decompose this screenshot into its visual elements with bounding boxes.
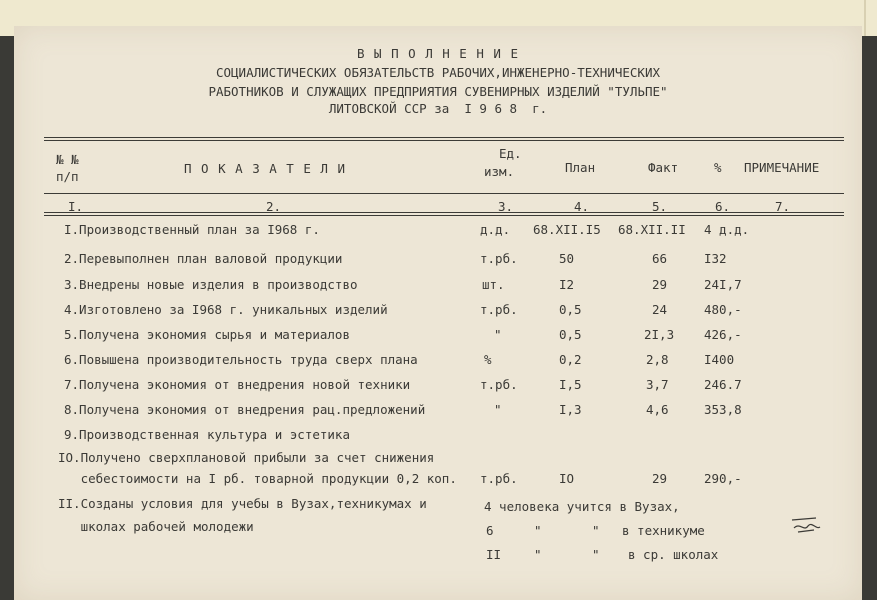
row-percent: 4 д.д. (704, 222, 750, 237)
row-plan: I,5 (559, 377, 582, 392)
row-label: 8.Получена экономия от внедрения рац.предложений (64, 402, 426, 417)
row-plan: IO (559, 471, 575, 486)
row-unit: шт. (482, 277, 505, 292)
row-label: 4.Изготовлено за I968 г. уникальных изделий (64, 302, 388, 317)
signature-mark (790, 516, 822, 538)
row-plan: 0,5 (559, 302, 582, 317)
row-percent: 24I,7 (704, 277, 742, 292)
row-fact: 2I,3 (644, 327, 675, 342)
header-rule (44, 193, 844, 194)
row-plan: 0,5 (559, 327, 582, 342)
row-label: 7.Получена экономия от внедрения новой техники (64, 377, 411, 392)
header-num-2: п/п (56, 169, 79, 184)
row-fact: 4,6 (646, 402, 669, 417)
column-number: 3. (498, 199, 514, 214)
row-label: 5.Получена экономия сырья и материалов (64, 327, 350, 342)
row-fact: 3,7 (646, 377, 669, 392)
row-percent: 290,- (704, 471, 742, 486)
row-unit: т.рб. (480, 471, 518, 486)
header-num-1: № № (56, 152, 79, 167)
header-note: ПРИМЕЧАНИЕ (744, 160, 820, 175)
row-label: IO.Получено сверхплановой прибыли за счет снижения (58, 450, 435, 465)
header-unit-1: Ед. (499, 146, 522, 161)
row-label: 2.Перевыполнен план валовой продукции (64, 251, 343, 266)
header-percent: % (714, 160, 722, 175)
column-number: 7. (775, 199, 791, 214)
row-unit: д.д. (480, 222, 511, 237)
row-label: 6.Повышена производительность труда сверх плана (64, 352, 418, 367)
study-note-ditto: " (592, 547, 600, 562)
study-note-ditto: " (592, 523, 600, 538)
row-percent: 353,8 (704, 402, 742, 417)
row-percent: 480,- (704, 302, 742, 317)
row-plan: I,3 (559, 402, 582, 417)
row-plan: 0,2 (559, 352, 582, 367)
row-percent: 426,- (704, 327, 742, 342)
study-note-line-1: 4 человека учится в Вузах, (484, 499, 680, 514)
row-fact: 24 (652, 302, 668, 317)
row-unit: т.рб. (480, 251, 518, 266)
column-number-rule (44, 212, 844, 216)
column-number: 2. (266, 199, 282, 214)
row-percent: 246.7 (704, 377, 742, 392)
row-fact: 68.XII.II (618, 222, 686, 237)
title-line-3: РАБОТНИКОВ И СЛУЖАЩИХ ПРЕДПРИЯТИЯ СУВЕНИРНЫХ ИЗДЕЛИЙ "ТУЛЬПЕ" (208, 84, 668, 99)
row-label: себестоимости на I рб. товарной продукции 0,2 коп. (58, 471, 457, 486)
row-label: II.Созданы условия для учебы в Вузах,техникумах и (58, 496, 427, 511)
row-label: школах рабочей молодежи (58, 519, 254, 534)
study-note-ditto: " (534, 547, 542, 562)
header-fact: Факт (648, 160, 679, 175)
row-plan: 68.XII.I5 (533, 222, 601, 237)
header-indicators: П О К А З А Т Е Л И (184, 161, 346, 176)
row-plan: I2 (559, 277, 575, 292)
study-note-ditto: " (534, 523, 542, 538)
row-unit: т.рб. (480, 377, 518, 392)
row-percent: I32 (704, 251, 727, 266)
row-unit: т.рб. (480, 302, 518, 317)
row-label: 9.Производственная культура и эстетика (64, 427, 350, 442)
title-line-2: СОЦИАЛИСТИЧЕСКИХ ОБЯЗАТЕЛЬСТВ РАБОЧИХ,ИНЖЕНЕРНО-ТЕХНИЧЕСКИХ (215, 65, 660, 80)
title-line-4: ЛИТОВСКОЙ ССР за I 9 6 8 г. (328, 101, 548, 116)
row-label: 3.Внедрены новые изделия в производство (64, 277, 358, 292)
study-note-text: в ср. школах (628, 547, 719, 562)
row-percent: I400 (704, 352, 735, 367)
title-line-1: В Ы П О Л Н Е Н И Е (357, 46, 519, 61)
header-unit-2: изм. (484, 164, 515, 179)
table-top-rule (44, 137, 844, 141)
row-fact: 2,8 (646, 352, 669, 367)
column-number: 4. (574, 199, 590, 214)
row-fact: 66 (652, 251, 668, 266)
study-note-count: 6 (486, 523, 494, 538)
row-unit: " (494, 402, 502, 417)
study-note-count: II (486, 547, 502, 562)
study-note-text: в техникуме (622, 523, 705, 538)
row-fact: 29 (652, 277, 668, 292)
column-number: 5. (652, 199, 668, 214)
row-unit: " (494, 327, 502, 342)
column-number: I. (68, 199, 84, 214)
row-fact: 29 (652, 471, 668, 486)
row-plan: 50 (559, 251, 575, 266)
column-number: 6. (715, 199, 731, 214)
row-label: I.Производственный план за I968 г. (64, 222, 320, 237)
paper-fold (864, 0, 866, 36)
header-plan: План (565, 160, 596, 175)
document-page (14, 26, 862, 600)
row-unit: % (484, 352, 492, 367)
